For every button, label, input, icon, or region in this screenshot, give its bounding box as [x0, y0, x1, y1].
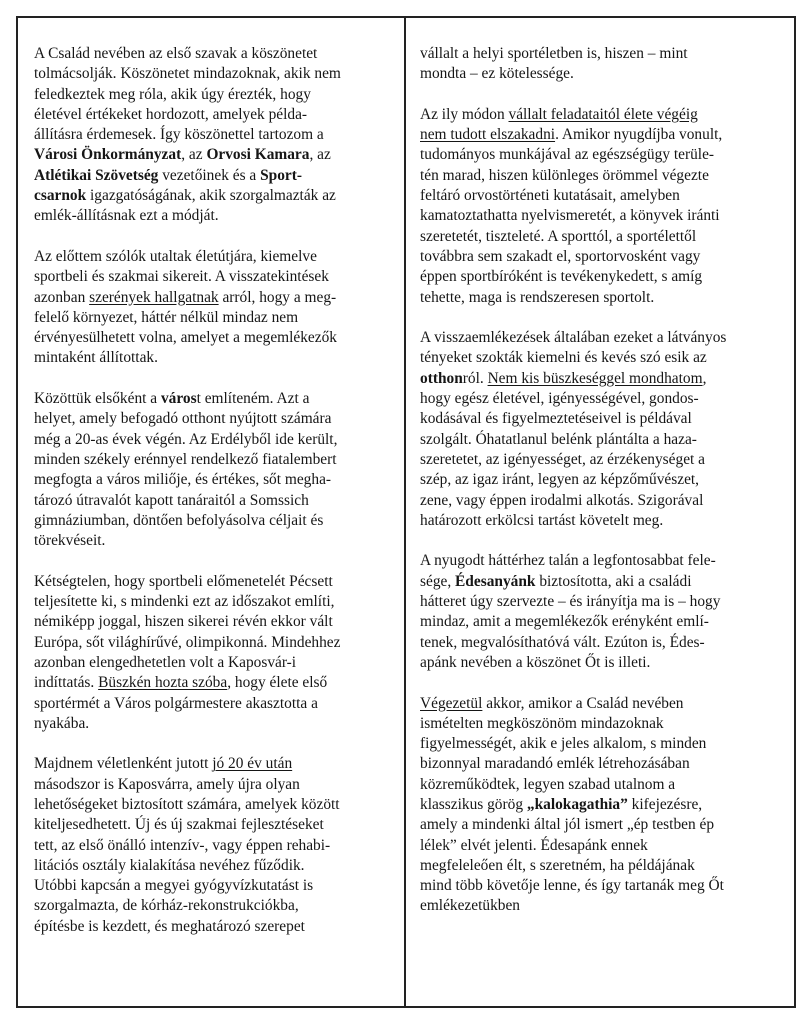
text-line: helyet, amely befogadó otthont nyújtott számára — [34, 410, 332, 428]
text-line: szeretetet, az igényességet, az érzékenységet a — [420, 450, 705, 468]
text-run: t említeném. Azt a — [196, 390, 310, 408]
paragraph-retirement — [420, 105, 782, 308]
text-line — [34, 145, 386, 165]
paragraph-home — [420, 328, 782, 531]
text-line: amely a mindenki által jól ismert „ép testben ép — [420, 816, 715, 834]
document-page — [16, 16, 796, 1008]
text-line: építésbe is kezdett, és meghatározó szerepet — [34, 917, 305, 935]
text-line: mindaz, amit a megemlékezők erényként emlí- — [420, 613, 709, 631]
left-column — [34, 44, 386, 937]
bold-text: Sport- — [260, 166, 302, 184]
text-line: érvényesülhetett volna, amelyet a megemlékezők — [34, 329, 337, 347]
bold-text: város — [160, 390, 197, 408]
text-line: szorgalmazta, de kórház-rekonstrukciókba, — [34, 897, 299, 915]
text-line — [420, 572, 782, 592]
text-line: tehette, maga is rendszeresen sportolt. — [420, 288, 655, 306]
text-run: , — [702, 369, 707, 387]
text-line: sportérmét a Város polgármestere akasztotta a — [34, 694, 318, 712]
text-line: ismételten megköszönöm mindazoknak — [420, 714, 664, 732]
text-line: törekvéseit. — [34, 532, 106, 550]
text-line: tén marad, hiszen különleges örömmel végezte — [420, 166, 709, 184]
underlined-text: szerények hallgatnak — [89, 288, 219, 306]
text-line: feledkeztek meg róla, akik úgy érezték, hogy — [34, 85, 311, 103]
text-line: Európa, sőt világhírűvé, olimpikonná. Mindehhez — [34, 633, 341, 651]
text-line — [34, 288, 386, 308]
bold-text: Édesanyánk — [455, 572, 536, 590]
text-run: sége, — [420, 572, 456, 590]
text-line: A visszaemlékezések általában ezeket a látványos — [420, 329, 727, 347]
text-line: hogy egész életével, igényességével, gondos- — [420, 390, 699, 408]
text-line: kamatoztathatta nyelvismeretét, a könyvek iránti — [420, 207, 720, 225]
text-line — [34, 186, 386, 206]
text-line: vállalt a helyi sportéletben is, hiszen – mint — [420, 45, 688, 62]
bold-text: Orvosi Kamara — [206, 146, 310, 164]
text-line: emlék-állításnak ezt a módját. — [34, 207, 219, 225]
right-column — [420, 44, 782, 917]
text-run: Majdnem véletlenként jutott — [34, 755, 213, 773]
text-run: Az ily módon — [420, 105, 509, 123]
text-line: emlékezetükben — [420, 897, 520, 915]
paragraph-pecs — [34, 572, 386, 734]
underlined-text: Büszkén hozta szóba — [98, 674, 228, 692]
text-line: Utóbbi kapcsán a megyei gyógyvízkutatást is — [34, 877, 314, 895]
text-line: éppen sportbíróként is tevékenykedett, s amíg — [420, 268, 703, 286]
text-line: szép, az igaz iránt, legyen az képzőművészet, — [420, 471, 700, 489]
text-line — [34, 389, 386, 409]
text-line: litációs osztály kialakítása nevéhez fűződik. — [34, 856, 305, 874]
text-line: A nyugodt háttérhez talán a legfontosabbat fele- — [420, 552, 716, 570]
bold-text: csarnok — [34, 187, 87, 205]
text-line: teljesítette ki, s mindenki ezt az időszakot említi, — [34, 593, 335, 611]
text-run: indíttatás. — [34, 674, 99, 692]
text-line: nyakába. — [34, 714, 90, 732]
text-line — [34, 754, 386, 774]
text-line: állításra érdemesek. Így köszönettel tartozom a — [34, 126, 324, 144]
text-run: vezetőinek és a — [158, 166, 261, 184]
text-line: Kétségtelen, hogy sportbeli előmenetelét Pécsett — [34, 572, 333, 590]
text-run: klasszikus görög — [420, 795, 527, 813]
underlined-text: vállalt feladataitól élete végéig — [508, 105, 698, 123]
text-line — [34, 673, 386, 693]
text-line: tényeket szokták kiemelni és kevés szó esik az — [420, 349, 707, 367]
paragraph-thanks — [34, 44, 386, 227]
bold-text: „kalokagathia” — [526, 795, 628, 813]
underlined-text: Végezetül — [420, 694, 483, 712]
bold-text: otthon — [420, 369, 463, 387]
text-line: kiteljesedhetett. Új és új szakmai fejlesztéseket — [34, 816, 324, 834]
text-line: továbbra sem szakadt el, sportorvosként vagy — [420, 247, 701, 265]
text-run: kifejezésre, — [627, 795, 703, 813]
bold-text: Városi Önkormányzat — [34, 146, 182, 164]
text-line — [420, 369, 782, 389]
text-line: megfeleleően élt, s szeretném, ha példájának — [420, 856, 695, 874]
text-run: Közöttük elsőként a — [34, 390, 161, 408]
text-line: sportbeli és szakmai sikereit. A visszatekintések — [34, 268, 329, 286]
text-line: bizonnyal maradandó emlék létrehozásában — [420, 755, 690, 773]
text-run: , az — [309, 146, 331, 164]
text-line: mind több követője lenne, és így tartanák meg Őt — [420, 877, 724, 895]
paragraph-closing — [420, 694, 782, 917]
text-run: igazgatóságának, akik szorgalmazták az — [86, 187, 336, 205]
text-line — [420, 795, 782, 815]
paragraph-wife — [420, 551, 782, 673]
text-line: némiképp joggal, hiszen sikerei révén ekkor vált — [34, 613, 333, 631]
text-line: minden székely erénnyel rendelkező fiatalembert — [34, 450, 337, 468]
bold-text: Atlétikai Szövetség — [34, 166, 159, 184]
text-line: mondta – ez kötelessége. — [420, 65, 574, 83]
text-line: tett, az első önálló intenzív-, vagy éppen rehabi- — [34, 836, 331, 854]
text-line: kodásával és figyelmeztetéseivel is példával — [420, 410, 692, 428]
paragraph-city — [34, 389, 386, 551]
column-divider — [404, 18, 406, 1006]
paragraph-duty — [420, 44, 782, 85]
text-line: feltáró orvostörténeti kutatásait, amelyben — [420, 187, 680, 205]
underlined-text: nem tudott elszakadni — [420, 126, 556, 144]
text-line: azonban elengedhetetlen volt a Kaposvár-i — [34, 653, 297, 671]
text-line: szolgált. Óhatatlanul belénk plántálta a haza- — [420, 430, 697, 448]
text-run: azonban — [34, 288, 90, 306]
text-line: tenek, megvalósíthatóvá vált. Ezúton is, Édes- — [420, 633, 705, 651]
text-line: apánk nevében a köszönet Őt is illeti. — [420, 653, 651, 671]
underlined-text: jó 20 év után — [212, 755, 293, 773]
text-run: , hogy élete első — [227, 674, 328, 692]
text-line: A Család nevében az első szavak a köszönetet — [34, 45, 318, 62]
text-line — [420, 125, 782, 145]
text-line — [420, 105, 782, 125]
text-run: , az — [181, 146, 207, 164]
text-line — [34, 166, 386, 186]
text-line: zene, vagy éppen irodalmi alkotás. Szigorával — [420, 491, 704, 509]
text-line: felelő környezet, háttér nélkül mindaz nem — [34, 308, 299, 326]
paragraph-career — [34, 247, 386, 369]
text-run: . Amikor nyugdíjba vonult, — [555, 126, 723, 144]
text-line: gimnáziumban, döntően befolyásolva céljait és — [34, 511, 324, 529]
text-line: határozott erkölcsi tartást követelt meg. — [420, 511, 664, 529]
text-line: Az előttem szólók utaltak életútjára, kiemelve — [34, 247, 317, 265]
text-line: tudományos munkájával az egészségügy terüle- — [420, 146, 715, 164]
text-line: szeretetét, tiszteleté. A sporttól, a sportélettől — [420, 227, 697, 245]
text-run: biztosította, aki a családi — [535, 572, 692, 590]
text-line: még a 20-as évek végén. Az Erdélyből ide került, — [34, 430, 338, 448]
text-line: tározó útravalót kapott tanáraitól a Somssich — [34, 491, 309, 509]
underlined-text: Nem kis büszkeséggel mondhatom — [487, 369, 703, 387]
text-line: megfogta a város miliője, és értékes, sőt megha- — [34, 471, 332, 489]
text-line — [420, 694, 782, 714]
text-line: hátteret úgy szervezte – és irányítja ma is – hogy — [420, 593, 721, 611]
text-line: lélek” elvét jelenti. Édesapánk ennek — [420, 836, 648, 854]
text-run: ról. — [462, 369, 488, 387]
text-line: másodszor is Kaposvárra, amely újra olyan — [34, 775, 300, 793]
text-run: akkor, amikor a Család nevében — [482, 694, 684, 712]
text-line: életével értékeket hordozott, amelyek példa- — [34, 105, 308, 123]
text-line: tolmácsolják. Köszönetet mindazoknak, akik nem — [34, 65, 341, 83]
text-run: arról, hogy a meg- — [218, 288, 337, 306]
text-line: közreműködtek, legyen szabad utalnom a — [420, 775, 676, 793]
text-line: mintaként állítottak. — [34, 349, 158, 367]
text-line: lehetőségeket biztosított számára, amelyek között — [34, 795, 340, 813]
text-line: figyelmességét, akik e jeles alkalom, s minden — [420, 735, 707, 753]
paragraph-return — [34, 754, 386, 937]
